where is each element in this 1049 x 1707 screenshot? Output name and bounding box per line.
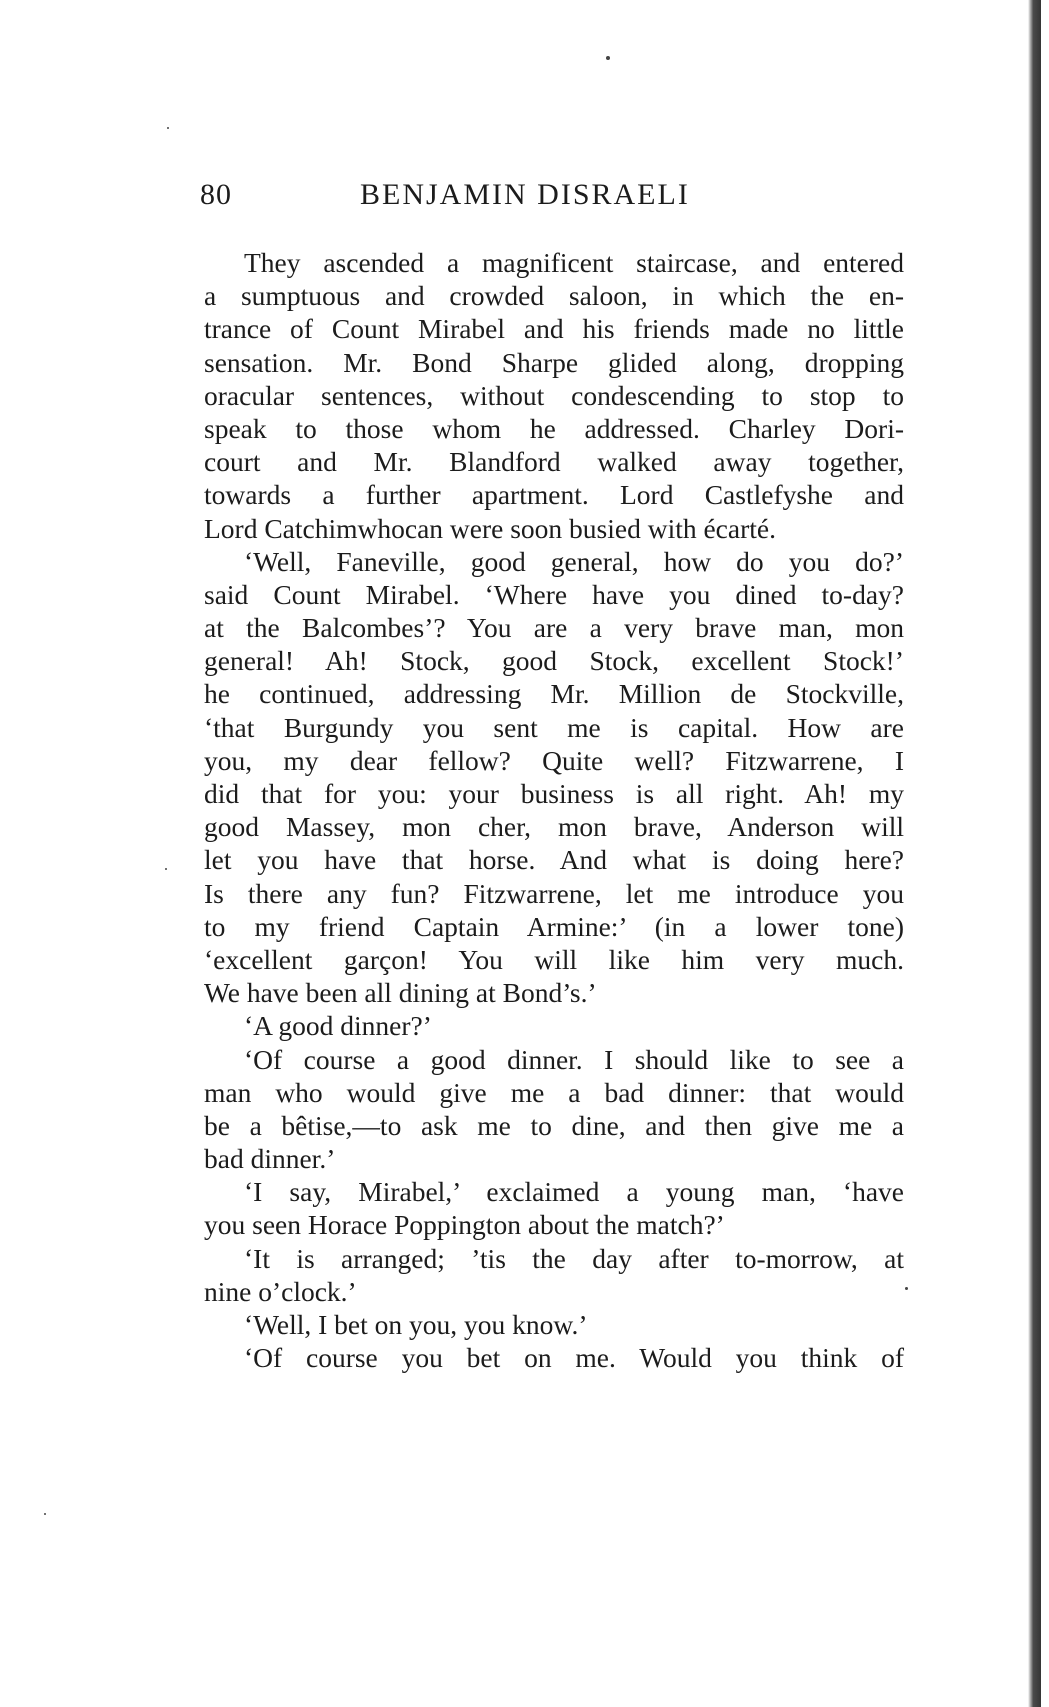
text-line: let you have that horse. And what is doing here? [204, 844, 904, 876]
text-line: ‘that Burgundy you sent me is capital. How are [204, 711, 904, 743]
text-line: be a bêtise,—to ask me to dine, and then give me a [204, 1109, 904, 1141]
text-line: man who would give me a bad dinner: that would [204, 1076, 904, 1108]
text-line: a sumptuous and crowded saloon, in which the en- [204, 280, 904, 312]
text-line: court and Mr. Blandford walked away together, [204, 446, 904, 478]
text-line: he continued, addressing Mr. Million de Stockville, [204, 678, 904, 710]
page-header [200, 178, 900, 228]
print-speck [606, 56, 610, 60]
text-line: you, my dear fellow? Quite well? Fitzwarrene, I [204, 744, 904, 776]
text-line: you seen Horace Poppington about the match?’ [204, 1209, 725, 1241]
text-line: ‘Of course you bet on me. Would you think of [244, 1342, 904, 1374]
print-speck [44, 1513, 46, 1515]
print-speck [167, 127, 169, 129]
text-line: They ascended a magnificent staircase, and entered [244, 247, 904, 278]
text-line: nine o’clock.’ [204, 1275, 357, 1307]
text-line: Is there any fun? Fitzwarrene, let me introduce you [204, 877, 904, 909]
text-line: ‘It is arranged; ’tis the day after to-morrow, at [244, 1242, 904, 1274]
text-line: general! Ah! Stock, good Stock, excellent Stock!’ [204, 645, 904, 677]
text-line: said Count Mirabel. ‘Where have you dined to-day? [204, 578, 904, 610]
text-line: bad dinner.’ [204, 1143, 336, 1175]
page-number: 80 [200, 178, 232, 211]
text-line: ‘excellent garçon! You will like him very much. [204, 943, 904, 975]
text-line: towards a further apartment. Lord Castlefyshe and [204, 479, 904, 511]
text-line: speak to those whom he addressed. Charley Dori- [204, 412, 904, 444]
text-line: trance of Count Mirabel and his friends made no little [204, 313, 904, 345]
running-head: BENJAMIN DISRAELI [360, 178, 690, 211]
page-edge-shadow [1028, 0, 1041, 1707]
text-line: sensation. Mr. Bond Sharpe glided along, dropping [204, 346, 904, 378]
text-line: ‘A good dinner?’ [244, 1010, 432, 1042]
text-line: We have been all dining at Bond’s.’ [204, 977, 597, 1009]
text-line: did that for you: your business is all right. Ah! my [204, 778, 904, 809]
body-text [204, 246, 904, 1374]
text-line: oracular sentences, without condescending to stop to [204, 379, 904, 411]
print-speck [165, 868, 167, 870]
print-speck [905, 1287, 908, 1290]
text-line: at the Balcombes’? You are a very brave man, mon [204, 612, 904, 644]
text-line: good Massey, mon cher, mon brave, Anderson will [204, 811, 904, 843]
text-line: Lord Catchimwhocan were soon busied with écarté. [204, 512, 776, 544]
text-line: to my friend Captain Armine:’ (in a lower tone) [204, 910, 904, 942]
text-line: ‘I say, Mirabel,’ exclaimed a young man, ‘have [244, 1176, 904, 1208]
text-line: ‘Well, Faneville, good general, how do you do?’ [244, 545, 904, 577]
text-line: ‘Well, I bet on you, you know.’ [244, 1309, 588, 1340]
text-line: ‘Of course a good dinner. I should like to see a [244, 1043, 904, 1075]
